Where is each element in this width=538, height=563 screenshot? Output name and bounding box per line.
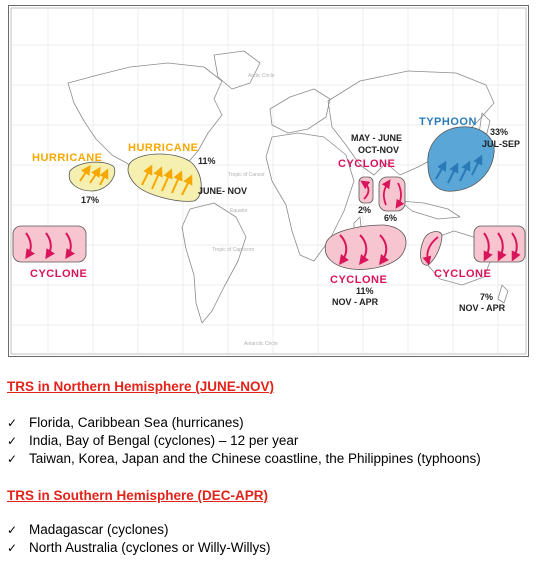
- australia-percent: 7%: [480, 292, 494, 302]
- list-item: [7, 521, 271, 539]
- list-item-text: Taiwan, Korea, Japan and the Chinese coastline, the Philippines (typhoons): [29, 451, 481, 466]
- checkmark-icon: ✓: [7, 416, 18, 430]
- typhoon-label: TYPHOON: [419, 116, 477, 128]
- equator-label: Equator: [230, 208, 248, 214]
- arctic-circle-label: Arctic Circle: [248, 73, 275, 79]
- northern-hemisphere-heading: TRS in Northern Hemisphere (JUNE-NOV): [7, 379, 275, 394]
- sw-indian-percent: 11%: [356, 286, 374, 296]
- checkmark-icon: ✓: [7, 541, 18, 555]
- australia-period: NOV - APR: [459, 303, 506, 313]
- list-item-text: Madagascar (cyclones): [29, 522, 169, 537]
- cyclone-india-label: CYCLONE: [338, 158, 396, 170]
- tropic-cancer-label: Tropic of Cancer: [228, 172, 265, 178]
- hurricane-right-percent: 11%: [198, 156, 216, 166]
- checkmark-icon: ✓: [7, 523, 18, 537]
- cyclone-zone-west: [13, 226, 86, 262]
- cyclone-sw-indian-label: CYCLONE: [330, 274, 388, 286]
- list-item-text: North Australia (cyclones or Willy-Willys): [29, 540, 271, 555]
- typhoon-period: JUL-SEP: [482, 139, 521, 149]
- typhoon-percent: 33%: [490, 127, 509, 137]
- checkmark-icon: ✓: [7, 452, 18, 466]
- antarctic-circle-label: Antarctic Circle: [244, 341, 278, 347]
- cyclone-zone-australia: [474, 226, 525, 262]
- list-item-text: Florida, Caribbean Sea (hurricanes): [29, 415, 244, 430]
- hurricane-right-period: JUNE- NOV: [198, 186, 248, 196]
- india-period-2: OCT-NOV: [358, 145, 400, 155]
- hurricane-left-label: HURRICANE: [32, 152, 103, 164]
- india-period-1: MAY - JUNE: [351, 133, 403, 143]
- northern-hemisphere-list: [7, 414, 481, 468]
- india-percent-left: 2%: [358, 205, 372, 215]
- tropic-capricorn-label: Tropic of Capricorn: [212, 247, 255, 253]
- list-item: [7, 414, 481, 432]
- sw-indian-period: NOV - APR: [332, 297, 379, 307]
- india-percent-right: 6%: [384, 213, 398, 223]
- list-item: [7, 432, 481, 450]
- hurricane-left-percent: 17%: [81, 195, 100, 205]
- hurricane-right-label: HURRICANE: [128, 142, 199, 154]
- list-item: [7, 539, 271, 557]
- southern-hemisphere-heading: TRS in Southern Hemisphere (DEC-APR): [7, 488, 269, 503]
- cyclone-australia-label: CYCLONE: [434, 268, 492, 280]
- world-map: [8, 5, 529, 357]
- list-item: [7, 450, 481, 468]
- southern-hemisphere-list: [7, 521, 271, 557]
- cyclone-west-label: CYCLONE: [30, 268, 88, 280]
- list-item-text: India, Bay of Bengal (cyclones) – 12 per year: [29, 433, 299, 448]
- checkmark-icon: ✓: [7, 434, 18, 448]
